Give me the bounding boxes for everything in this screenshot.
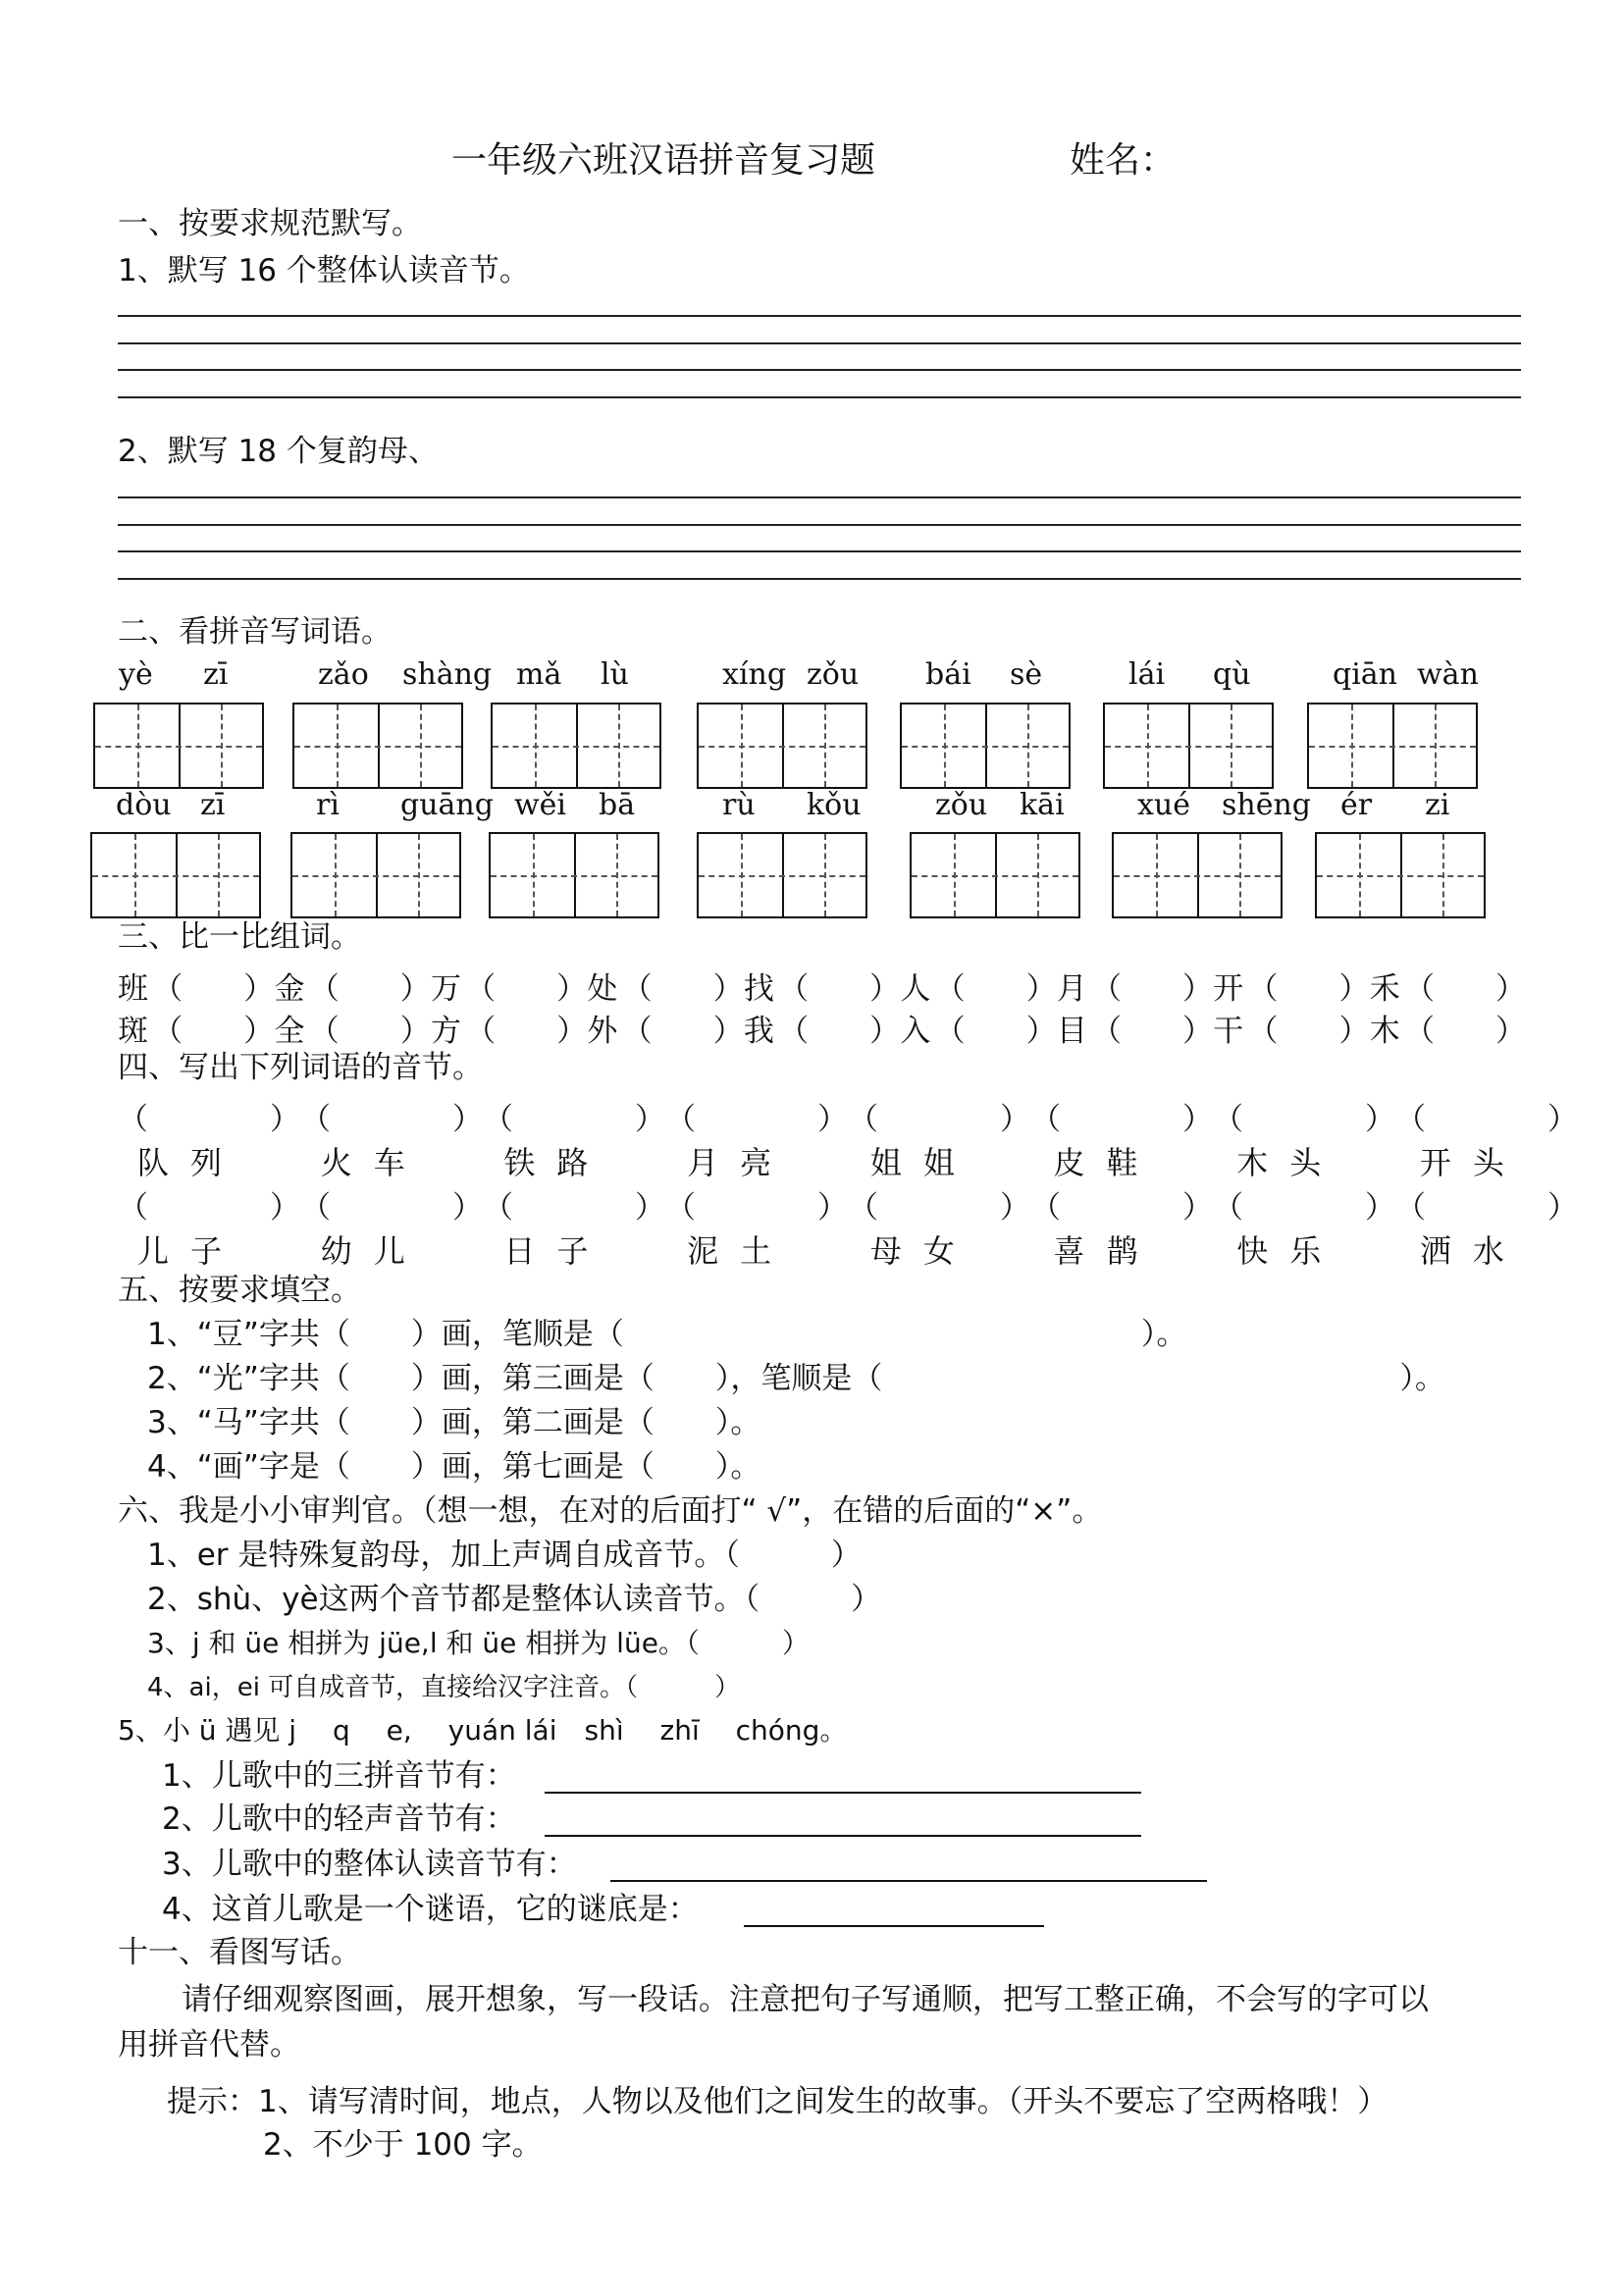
compare-char-blank[interactable]: 入 (900, 1014, 935, 1049)
writing-line[interactable] (118, 342, 1521, 344)
syllable-blank[interactable]: （ ） (300, 1102, 483, 1137)
blank-parens[interactable]: （ ） (1091, 971, 1214, 1007)
blank-parens[interactable]: （ ） (1403, 971, 1526, 1007)
writing-line[interactable] (118, 524, 1521, 526)
blank-parens[interactable]: （ ） (465, 1014, 588, 1049)
pinyin-syllable: zi (1425, 788, 1450, 822)
pinyin-syllable: wàn (1417, 657, 1479, 692)
pinyin-syllable: shàng (402, 657, 493, 692)
rhyme-question: 3、儿歌中的整体认读音节有： (162, 1847, 577, 1882)
tianzige-box[interactable] (1307, 703, 1478, 789)
syllable-blank[interactable]: （ ） (483, 1102, 665, 1137)
tianzige-box[interactable] (1315, 832, 1486, 918)
syllable-blank[interactable]: （ ） (1395, 1102, 1578, 1137)
section-2-heading: 二、看拼音写词语。 (118, 614, 392, 650)
pinyin-syllable: xué (1137, 788, 1190, 822)
blank-parens[interactable]: （ ） (308, 971, 431, 1007)
blank-parens[interactable]: （ ） (621, 1014, 744, 1049)
word: 月亮 (687, 1144, 794, 1181)
rhyme-question: 1、儿歌中的三拼音节有： (162, 1758, 516, 1794)
blank-parens[interactable]: （ ） (1091, 1014, 1214, 1049)
syllable-blank[interactable]: （ ） (118, 1190, 300, 1226)
section-4-heading: 四、写出下列词语的音节。 (118, 1050, 483, 1085)
pinyin-syllable: zǒu (935, 788, 988, 822)
section-3-heading: 三、比一比组词。 (118, 919, 361, 955)
writing-line[interactable] (118, 578, 1521, 580)
syllable-blank[interactable]: （ ） (1030, 1190, 1213, 1226)
blank-parens[interactable]: （ ） (1247, 971, 1370, 1007)
section-11-heading: 十一、看图写话。 (118, 1935, 361, 1970)
pinyin-syllable: zī (203, 657, 229, 692)
blank-parens[interactable]: （ ） (621, 971, 744, 1007)
writing-line[interactable] (118, 496, 1521, 498)
pinyin-syllable: ér (1340, 788, 1373, 822)
compare-char-blank[interactable]: 人 (900, 971, 935, 1007)
pinyin-syllable: guāng (400, 788, 494, 822)
writing-line[interactable] (118, 315, 1521, 317)
writing-line[interactable] (118, 550, 1521, 552)
syllable-blank[interactable]: （ ） (848, 1102, 1030, 1137)
blank-parens[interactable]: （ ） (778, 971, 901, 1007)
pinyin-syllable: yè (119, 657, 153, 692)
word-row-2 (118, 1226, 1526, 1272)
blank-parens[interactable]: （ ） (934, 971, 1057, 1007)
word: 母女 (869, 1232, 976, 1270)
tianzige-box[interactable] (93, 703, 264, 789)
writing-instruction: 请仔细观察图画，展开想象，写一段话。注意把句子写通顺，把写工整正确，不会写的字可以 (182, 1982, 1429, 2017)
section-1-heading: 一、按要求规范默写。 (118, 206, 422, 241)
syllable-blank[interactable]: （ ） (483, 1190, 665, 1226)
blank-parens[interactable]: （ ） (152, 1014, 275, 1049)
tianzige-box[interactable] (910, 832, 1080, 918)
writing-instruction-cont: 用拼音代替。 (118, 2027, 300, 2062)
pinyin-syllable: shēng (1222, 788, 1311, 822)
rhyme-intro: 5、小 ü 遇见 j q e, yuán lái shì zhī chóng。 (118, 1714, 848, 1747)
word: 幼儿 (320, 1232, 427, 1270)
pinyin-syllable: zǎo (318, 657, 369, 692)
answer-line[interactable] (545, 1835, 1141, 1837)
pinyin-syllable: rù (722, 788, 756, 822)
word: 儿子 (137, 1232, 244, 1270)
compare-char-blank[interactable]: 木 (1369, 1014, 1404, 1049)
pinyin-syllable: lái (1128, 657, 1166, 692)
compare-char-blank[interactable]: 万 (430, 971, 465, 1007)
tianzige-box[interactable] (900, 703, 1071, 789)
compare-char-blank[interactable]: 找 (743, 971, 778, 1007)
compare-char-blank[interactable]: 干 (1213, 1014, 1248, 1049)
syllable-blank[interactable]: （ ） (1395, 1190, 1578, 1226)
q1-label: 1、默写 16 个整体认读音节。 (118, 253, 530, 288)
word: 姐姐 (869, 1144, 976, 1181)
compare-char-blank[interactable]: 处 (587, 971, 622, 1007)
tianzige-box[interactable] (491, 703, 661, 789)
judge-item: 4、ai，ei 可自成音节，直接给汉字注音。（ ） (147, 1673, 741, 1702)
word: 开头 (1419, 1144, 1526, 1181)
word: 泥土 (687, 1232, 794, 1270)
pinyin-syllable: qù (1213, 657, 1251, 692)
pinyin-syllable: bā (599, 788, 636, 822)
tianzige-box[interactable] (697, 703, 867, 789)
compare-char-blank[interactable]: 开 (1213, 971, 1248, 1007)
compare-char-blank[interactable]: 禾 (1369, 971, 1404, 1007)
syllable-blank[interactable]: （ ） (1030, 1102, 1213, 1137)
pinyin-syllable: lù (601, 657, 629, 692)
pinyin-syllable: kǒu (807, 788, 862, 822)
tip-1: 提示：1、请写清时间，地点，人物以及他们之间发生的故事。（开头不要忘了空两格哦！） (167, 2084, 1388, 2119)
pinyin-syllable: rì (316, 788, 340, 822)
compare-char-blank[interactable]: 方 (430, 1014, 465, 1049)
pinyin-syllable: zǒu (807, 657, 860, 692)
writing-line[interactable] (118, 369, 1521, 371)
fill-item: 1、“豆”字共（ ）画，笔顺是（ ）。 (147, 1317, 1187, 1352)
blank-parens[interactable]: （ ） (1247, 1014, 1370, 1049)
tianzige-box[interactable] (1103, 703, 1274, 789)
answer-line[interactable] (610, 1880, 1207, 1882)
compare-row-1 (118, 964, 1526, 1008)
compare-char-blank[interactable]: 斑 (118, 1014, 152, 1049)
word-row-1 (118, 1138, 1526, 1183)
pinyin-syllable: mǎ (516, 657, 562, 692)
pinyin-syllable: wěi (514, 788, 567, 822)
page-title: 一年级六班汉语拼音复习题 (451, 140, 876, 181)
word: 日子 (503, 1232, 610, 1270)
blank-parens[interactable]: （ ） (465, 971, 588, 1007)
pinyin-syllable: qiān (1333, 657, 1398, 692)
syllable-blank[interactable]: （ ） (300, 1190, 483, 1226)
word: 洒水 (1419, 1232, 1526, 1270)
tianzige-box[interactable] (290, 832, 461, 918)
syllable-blank-row-2[interactable] (118, 1182, 1578, 1226)
blank-parens[interactable]: （ ） (152, 971, 275, 1007)
writing-line[interactable] (118, 396, 1521, 398)
compare-char-blank[interactable]: 目 (1056, 1014, 1091, 1049)
pinyin-syllable: zī (200, 788, 226, 822)
tip-2: 2、不少于 100 字。 (263, 2127, 543, 2163)
pinyin-syllable: sè (1010, 657, 1043, 692)
syllable-blank[interactable]: （ ） (665, 1102, 848, 1137)
rhyme-question: 4、这首儿歌是一个谜语，它的谜底是： (162, 1892, 699, 1927)
judge-item: 3、j 和 üe 相拼为 jüe,l 和 üe 相拼为 lüe。（ ） (147, 1627, 810, 1659)
word: 快乐 (1236, 1232, 1343, 1270)
syllable-blank[interactable]: （ ） (118, 1102, 300, 1137)
answer-line[interactable] (744, 1925, 1044, 1927)
word: 喜鹊 (1053, 1232, 1160, 1270)
compare-row-2 (118, 1006, 1526, 1050)
blank-parens[interactable]: （ ） (934, 1014, 1057, 1049)
name-label: 姓名： (1070, 140, 1177, 181)
fill-item: 3、“马”字共（ ）画，第二画是（ ）。 (147, 1405, 761, 1440)
compare-char-blank[interactable]: 班 (118, 971, 152, 1007)
compare-char-blank[interactable]: 月 (1056, 971, 1091, 1007)
tianzige-box[interactable] (489, 832, 659, 918)
pinyin-syllable: xíng (722, 657, 787, 692)
compare-char-blank[interactable]: 全 (274, 1014, 309, 1049)
compare-char-blank[interactable]: 外 (587, 1014, 622, 1049)
fill-item: 2、“光”字共（ ）画，第三画是（ ），笔顺是（ ）。 (147, 1361, 1445, 1396)
word: 队列 (137, 1144, 244, 1181)
rhyme-question: 2、儿歌中的轻声音节有： (162, 1801, 516, 1837)
compare-char-blank[interactable]: 金 (274, 971, 309, 1007)
tianzige-box[interactable] (292, 703, 463, 789)
word: 铁路 (503, 1144, 610, 1181)
answer-line[interactable] (545, 1792, 1141, 1794)
syllable-blank[interactable]: （ ） (665, 1190, 848, 1226)
word: 木头 (1236, 1144, 1343, 1181)
tianzige-box[interactable] (697, 832, 867, 918)
word: 火车 (320, 1144, 427, 1181)
syllable-blank[interactable]: （ ） (848, 1190, 1030, 1226)
tianzige-box[interactable] (90, 832, 261, 918)
pinyin-syllable: bái (925, 657, 971, 692)
fill-item: 4、“画”字是（ ）画，第七画是（ ）。 (147, 1449, 761, 1485)
blank-parens[interactable]: （ ） (778, 1014, 901, 1049)
q2-label: 2、默写 18 个复韵母、 (118, 434, 439, 469)
syllable-blank[interactable]: （ ） (1213, 1190, 1395, 1226)
pinyin-syllable: dòu (116, 788, 172, 822)
syllable-blank[interactable]: （ ） (1213, 1102, 1395, 1137)
section-6-heading: 六、我是小小审判官。（想一想，在对的后面打“ √”，在错的后面的“×”。 (118, 1493, 1103, 1529)
compare-char-blank[interactable]: 我 (743, 1014, 778, 1049)
judge-item: 2、shù、yè这两个音节都是整体认读音节。（ ） (147, 1582, 882, 1617)
judge-item: 1、er 是特殊复韵母，加上声调自成音节。（ ） (147, 1538, 862, 1573)
section-5-heading: 五、按要求填空。 (118, 1273, 361, 1308)
pinyin-syllable: kāi (1020, 788, 1065, 822)
blank-parens[interactable]: （ ） (308, 1014, 431, 1049)
word: 皮鞋 (1053, 1144, 1160, 1181)
syllable-blank-row-1[interactable] (118, 1094, 1578, 1138)
tianzige-box[interactable] (1112, 832, 1283, 918)
blank-parens[interactable]: （ ） (1403, 1014, 1526, 1049)
